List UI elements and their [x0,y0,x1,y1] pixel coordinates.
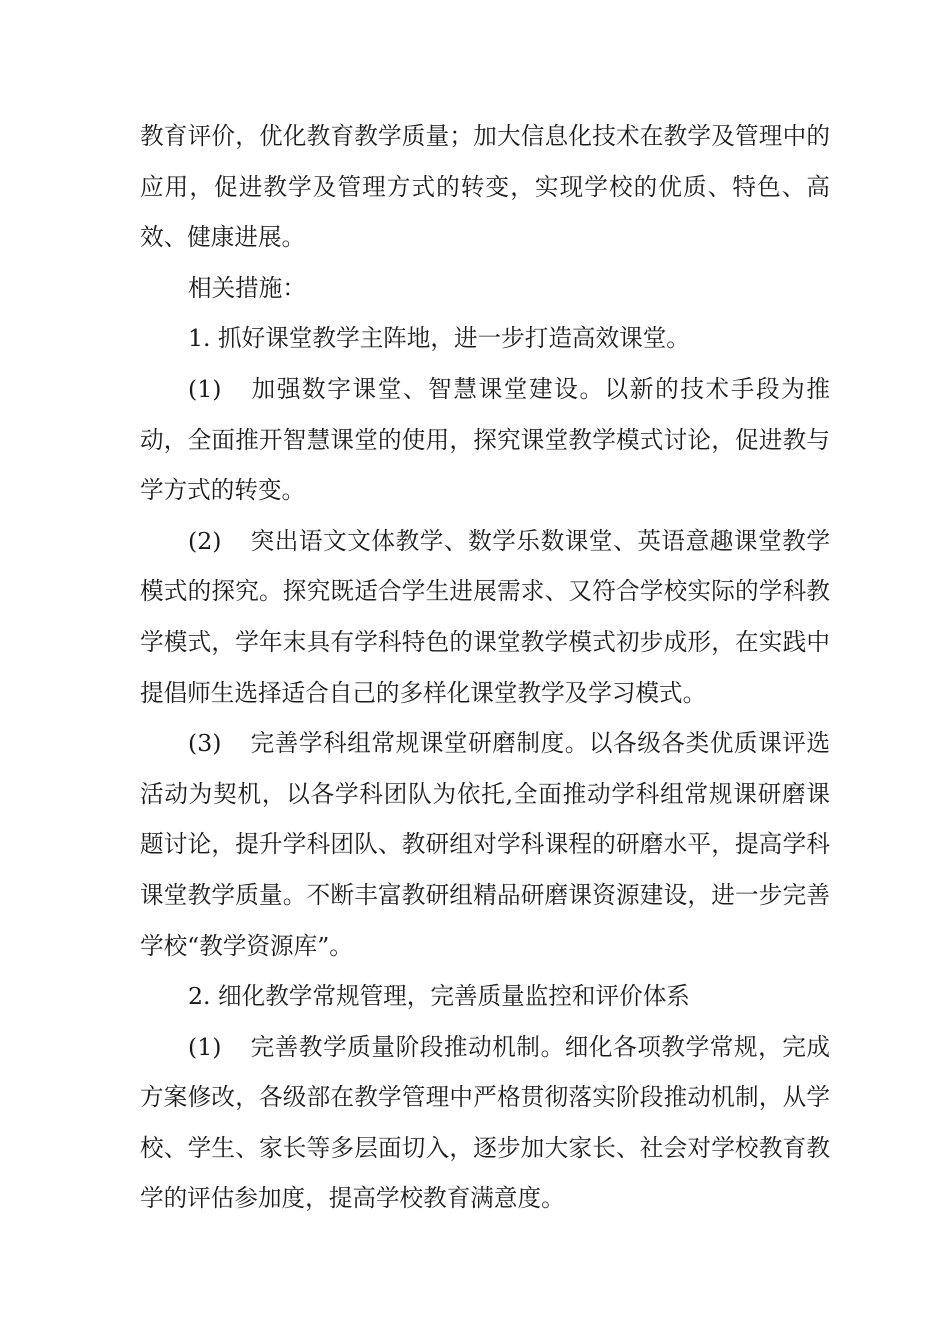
section-heading-1 [140,313,830,364]
list-marker: (2) [188,526,222,555]
list-item-1-2 [140,516,830,718]
section-heading-2 [140,971,830,1022]
paragraph-text: 教育评价，优化教育教学质量；加大信息化技术在教学及管理中的应用，促进教学及管理方式的转变，实现学校的优质、特色、高效、健康进展。 [140,122,830,252]
list-marker: (1) [188,1032,222,1061]
paragraph-text: 完善教学质量阶段推动机制。细化各项教学常规，完成方案修改，各级部在教学管理中严格贯彻落实阶段推动机制，从学校、学生、家长等多层面切入，逐步加大家长、社会对学校教育教学的评估参加度，提高学校教育满意度。 [140,1032,830,1213]
paragraph-text: 相关措施： [188,273,306,302]
list-marker: (3) [188,729,222,758]
list-marker: (1) [188,374,222,403]
paragraph-text: 2. 细化教学常规管理，完善质量监控和评价体系 [188,982,690,1011]
document-body [140,111,830,1224]
list-item-2-1 [140,1022,830,1224]
paragraph-continuation [140,111,830,263]
list-item-1-1 [140,364,830,516]
paragraph-text: 加强数字课堂、智慧课堂建设。以新的技术手段为推动，全面推开智慧课堂的使用，探究课堂教学模式讨论，促进教与学方式的转变。 [140,374,830,505]
paragraph-text: 完善学科组常规课堂研磨制度。以各级各类优质课评选活动为契机，以各学科团队为依托,全面推动学科组常规课研磨课题讨论，提升学科团队、教研组对学科课程的研磨水平，提高学科课堂教学质量。不断丰富教研组精品研磨课资源建设，进一步完善学校“教学资源库”。 [140,729,830,960]
paragraph-measures-heading [140,263,830,314]
list-item-1-3 [140,718,830,971]
paragraph-text: 1. 抓好课堂教学主阵地，进一步打造高效课堂。 [188,324,690,353]
paragraph-text: 突出语文文体教学、数学乐数课堂、英语意趣课堂教学模式的探究。探究既适合学生进展需求、又符合学校实际的学科教学模式，学年末具有学科特色的课堂教学模式初步成形，在实践中提倡师生选择适合自己的多样化课堂教学及学习模式。 [140,526,830,707]
